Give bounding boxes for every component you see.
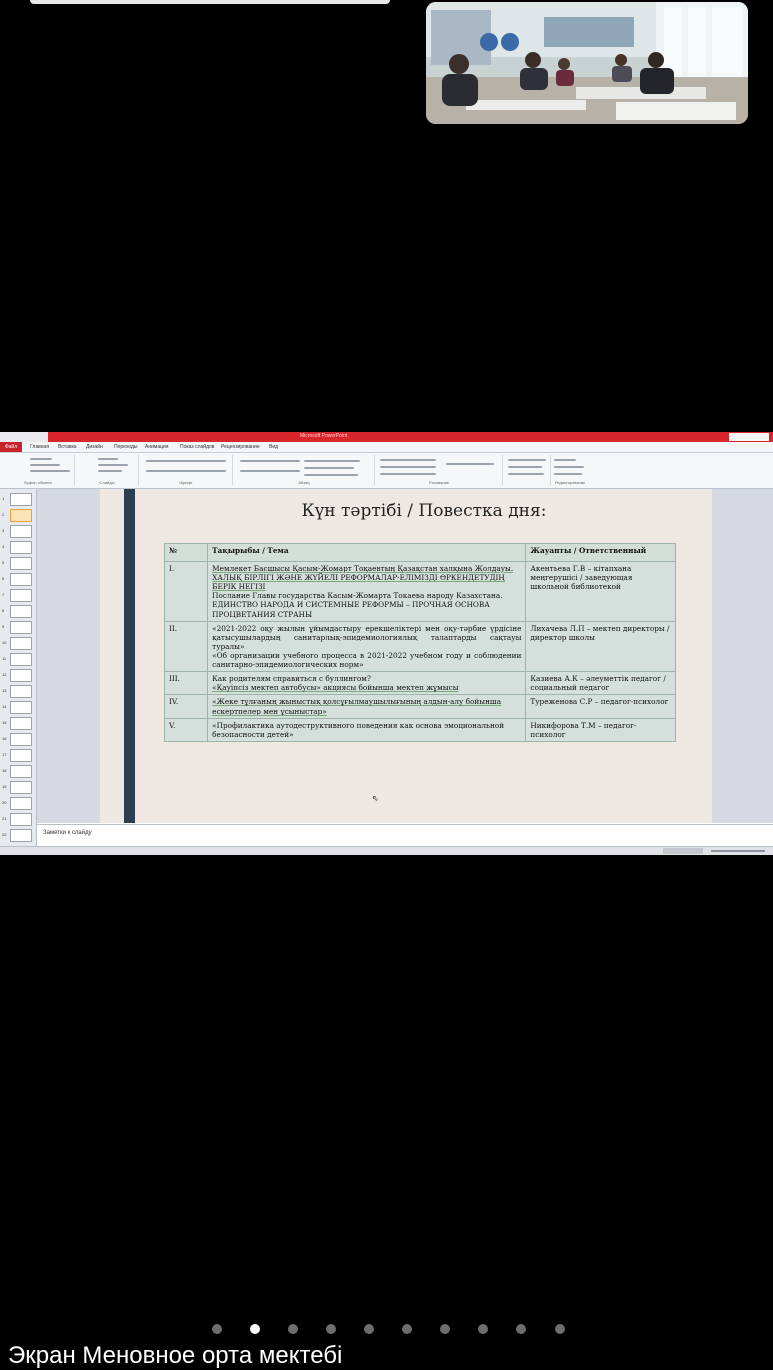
editing-group[interactable] <box>552 455 588 485</box>
window-controls[interactable] <box>729 433 769 441</box>
window-title: Microsoft PowerPoint <box>300 433 348 439</box>
slide-thumbnails-panel <box>0 489 37 847</box>
row-topic <box>208 621 526 672</box>
tab-home[interactable]: Главная <box>30 444 50 450</box>
clipboard-group[interactable] <box>2 455 75 485</box>
slide-thumbnail[interactable]: 8 <box>10 605 32 618</box>
slide-thumbnail[interactable]: 12 <box>10 669 32 682</box>
group-label: Абзац <box>298 480 310 485</box>
slide-thumbnail[interactable]: 15 <box>10 717 32 730</box>
slide-thumbnail[interactable]: 19 <box>10 781 32 794</box>
topic-line: «2021-2022 оқу жылын ұйымдастыру ерекшеліктері мен оқу-тәрбие үрдісіне қатысушылардың санитарлық-эпидемиологиялық талаптарды сақтауы туралы» <box>212 623 522 651</box>
status-bar <box>0 846 773 855</box>
table-row <box>165 695 676 718</box>
row-topic <box>208 562 526 622</box>
tab-slideshow[interactable]: Показ слайдов <box>180 444 215 450</box>
group-label: Рисование <box>428 480 450 485</box>
topic-line: «Қауіпсіз мектеп автобусы» акциясы бойынша мектеп жұмысы <box>212 683 459 693</box>
slide-thumbnail[interactable]: 5 <box>10 557 32 570</box>
topic-line: Мемлекет Басшысы Қасым-Жомарт Тоқаевтың Қазақстан халқына Жолдауы. ХАЛЫҚ БІРЛІГІ ЖӘНЕ ЖҮЙЕЛІ РЕФОРМАЛАР-ЕЛІМІЗДІ ӨРКЕНДЕТУДІҢ БЕРІК НЕГІЗІ <box>212 564 514 592</box>
page-indicator <box>0 1322 773 1336</box>
group-label: Слайды <box>99 480 115 485</box>
header-topic: Тақырыбы / Тема <box>208 544 526 562</box>
row-number: II. <box>165 621 208 672</box>
slide-thumbnail[interactable]: 21 <box>10 813 32 826</box>
page-dot[interactable] <box>555 1324 565 1334</box>
row-topic <box>208 672 526 695</box>
page-dot[interactable] <box>402 1324 412 1334</box>
tab-insert[interactable]: Вставка <box>58 444 77 450</box>
slide-thumbnail[interactable]: 14 <box>10 701 32 714</box>
topic-line: Послание Главы государства Касым-Жомарта Токаева народу Казахстана. ЕДИНСТВО НАРОДА И СИСТЕМНЫЕ РЕФОРМЫ – ПРОЧНАЯ ОСНОВА ПРОЦВЕТАНИЯ СТРАНЫ <box>212 591 503 619</box>
slide-thumbnail[interactable]: 11 <box>10 653 32 666</box>
topic-line: «Об организации учебного процесса в 2021-2022 учебном году и соблюдении санитарно-эпидемиологических норм» <box>212 650 522 670</box>
slide-thumbnail[interactable]: 1 <box>10 493 32 506</box>
slide-thumbnail[interactable]: 17 <box>10 749 32 762</box>
row-responsible: Туреженова С.Р – педагог-психолог <box>526 695 676 718</box>
group-label: Шрифт <box>179 480 193 485</box>
row-topic <box>208 718 526 741</box>
page-dot[interactable] <box>212 1324 222 1334</box>
top-video-strip <box>30 0 390 4</box>
slide-thumbnail[interactable]: 16 <box>10 733 32 746</box>
font-group[interactable] <box>140 455 233 485</box>
notes-placeholder: Заметки к слайду <box>43 830 92 836</box>
screen-share-caption: Экран Меновное орта мектебі <box>8 1342 343 1369</box>
page-dot[interactable] <box>364 1324 374 1334</box>
row-number: III. <box>165 672 208 695</box>
slide[interactable] <box>100 489 712 823</box>
table-row <box>165 672 676 695</box>
slides-group[interactable] <box>76 455 139 485</box>
group-label: Буфер обмена <box>24 480 52 485</box>
page-dot[interactable] <box>288 1324 298 1334</box>
table-header-row <box>165 544 676 562</box>
slide-thumbnail[interactable]: 3 <box>10 525 32 538</box>
drawing-group[interactable] <box>376 455 503 485</box>
slide-thumbnail[interactable]: 7 <box>10 589 32 602</box>
row-number: V. <box>165 718 208 741</box>
paragraph-group[interactable] <box>234 455 375 485</box>
row-topic <box>208 695 526 718</box>
header-responsible: Жауапты / Ответственный <box>526 544 676 562</box>
tab-view[interactable]: Вид <box>269 444 279 450</box>
slide-title: Күн тәртібі / Повестка дня: <box>301 501 547 521</box>
row-responsible: Казиева А.К – әлеуметтік педагог /социальный педагог <box>526 672 676 695</box>
page-dot[interactable] <box>478 1324 488 1334</box>
page-dot-active[interactable] <box>250 1324 260 1334</box>
table-row <box>165 562 676 622</box>
topic-line: «Жеке тұлғаның жыныстық қолсұғылмаушылығының алдын-алу бойынша ескертпелер мен ұсыныстар» <box>212 697 502 716</box>
ribbon <box>0 453 773 489</box>
slide-notes[interactable] <box>37 824 773 844</box>
mouse-cursor-icon: ⇖ <box>372 794 379 803</box>
table-row <box>165 621 676 672</box>
tab-design[interactable]: Дизайн <box>86 444 103 450</box>
page-dot[interactable] <box>326 1324 336 1334</box>
slide-thumbnail[interactable]: 18 <box>10 765 32 778</box>
zoom-slider[interactable] <box>711 850 765 852</box>
agenda-table <box>164 543 676 742</box>
styles-group[interactable] <box>504 455 551 485</box>
row-number: IV. <box>165 695 208 718</box>
row-responsible: Лихачева Л.П – мектеп директоры / директор школы <box>526 621 676 672</box>
slide-thumbnail[interactable]: 22 <box>10 829 32 842</box>
participant-video[interactable] <box>426 2 748 124</box>
page-dot[interactable] <box>440 1324 450 1334</box>
ribbon-tabs <box>0 442 773 453</box>
page-dot[interactable] <box>516 1324 526 1334</box>
tab-transitions[interactable]: Переходы <box>114 444 138 450</box>
slide-thumbnail[interactable]: 9 <box>10 621 32 634</box>
slide-thumbnail-selected[interactable]: 2 <box>10 509 32 522</box>
slide-thumbnail[interactable]: 10 <box>10 637 32 650</box>
topic-line: Как родителям справиться с буллингом? <box>212 674 371 684</box>
slide-thumbnail[interactable]: 4 <box>10 541 32 554</box>
powerpoint-titlebar <box>0 432 773 442</box>
slide-thumbnail[interactable]: 20 <box>10 797 32 810</box>
screen-share <box>0 432 773 855</box>
view-buttons[interactable] <box>663 848 703 854</box>
row-number: I. <box>165 562 208 622</box>
quick-access-toolbar[interactable] <box>0 432 48 442</box>
group-label: Редактирование <box>554 480 586 485</box>
slide-accent-bar <box>124 489 135 823</box>
tab-review[interactable]: Рецензирование <box>221 444 260 450</box>
row-responsible: Акентьева Г.В – кітапхана меңгерушісі / заведующая школьной библиотекой <box>526 562 676 622</box>
row-responsible: Никифорова Т.М – педагог-психолог <box>526 718 676 741</box>
table-row <box>165 718 676 741</box>
classroom-video-image <box>426 2 748 124</box>
tab-animation[interactable]: Анимация <box>145 444 169 450</box>
slide-thumbnail[interactable]: 6 <box>10 573 32 586</box>
slide-thumbnail[interactable]: 13 <box>10 685 32 698</box>
file-tab[interactable]: Файл <box>0 442 22 452</box>
header-number: № <box>165 544 208 562</box>
topic-line: «Профилактика аутодеструктивного поведения как основа эмоциональной безопасности детей» <box>212 720 505 739</box>
